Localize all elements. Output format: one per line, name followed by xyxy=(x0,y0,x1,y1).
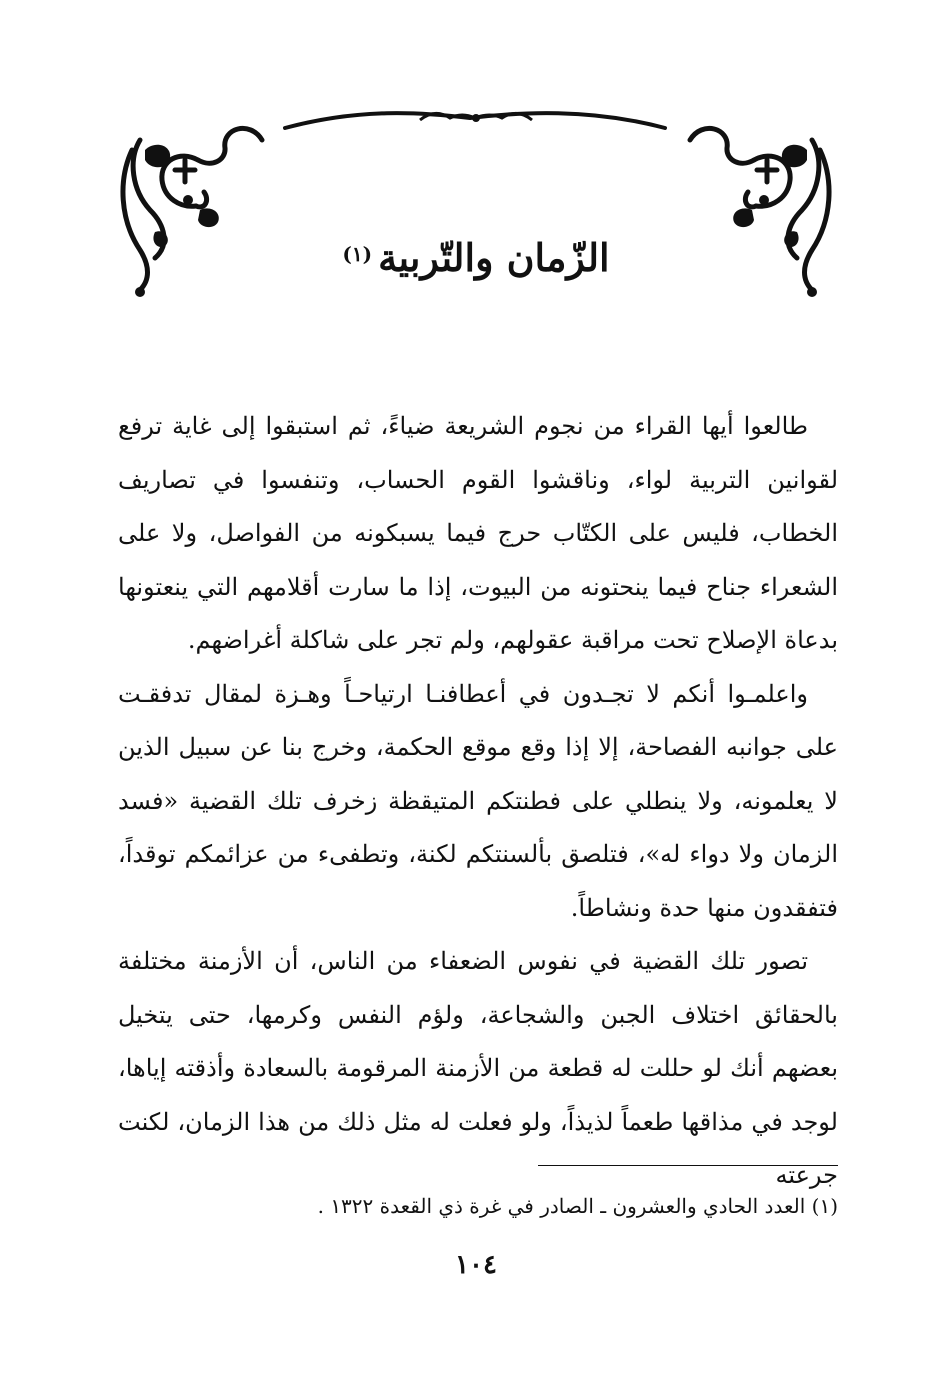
paragraph: واعلمـوا أنكم لا تجـدون في أعطافنـا ارتياحـاً وهـزة لمقال تدفقـت على جوانبه الفصاحة، إلا إذا وقع موقع الحكمة، وخرج بنا عن سبيل الذين لا يعلمونه، ولا ينطلي على فطنتكم المتيقظة زخرف تلك القضية «فسد الزمان ولا دواء له»، فتلصق بألسنتكم لكنة، وتطفىء من عزائمكم توقداً، فتفقدون منها حدة ونشاطاً. xyxy=(118,679,838,922)
paragraph: تصور تلك القضية في نفوس الضعفاء من الناس، أن الأزمنة مختلفة بالحقائق اختلاف الجبن والشجاعة، ولؤم النفس وكرمها، حتى يتخيل بعضهم أنك لو حللت له قطعة من الأزمنة المرقومة بالسعادة وأذقته إياها، لوجد في مذاقها طعماً لذيذاً، ولو فعلت له مثل ذلك من هذا الزمان، لكنت جرعته xyxy=(118,947,838,1189)
page-number: ١٠٤ xyxy=(455,1250,497,1280)
chapter-title xyxy=(0,228,952,288)
top-swash-dot xyxy=(472,114,480,122)
title-footnote-marker: (١) xyxy=(342,242,373,266)
chapter-title-text: الزّمان والتّربية xyxy=(378,235,610,280)
body-text xyxy=(118,400,838,1203)
footnote: (١) العدد الحادي والعشرون ـ الصادر في غرة ذي القعدة ١٣٢٢ . xyxy=(317,1194,838,1218)
footnote-separator xyxy=(538,1165,838,1166)
paragraph: طالعوا أيها القراء من نجوم الشريعة ضياءً، ثم استبقوا إلى غاية ترفع لقوانين التربية لواء، وناقشوا القوم الحساب، وتنفسوا في تصاريف الخطاب، فليس على الكتّاب حرج فيما يسبكونه من الفواصل، ولا على الشعراء جناح فيما ينحتونه من البيوت، إذا ما سارت أقلامهم التي ينعتونها بدعاة الإصلاح تحت مراقبة عقولهم، ولم تجر على شاكلة أغراضهم. xyxy=(118,412,838,654)
